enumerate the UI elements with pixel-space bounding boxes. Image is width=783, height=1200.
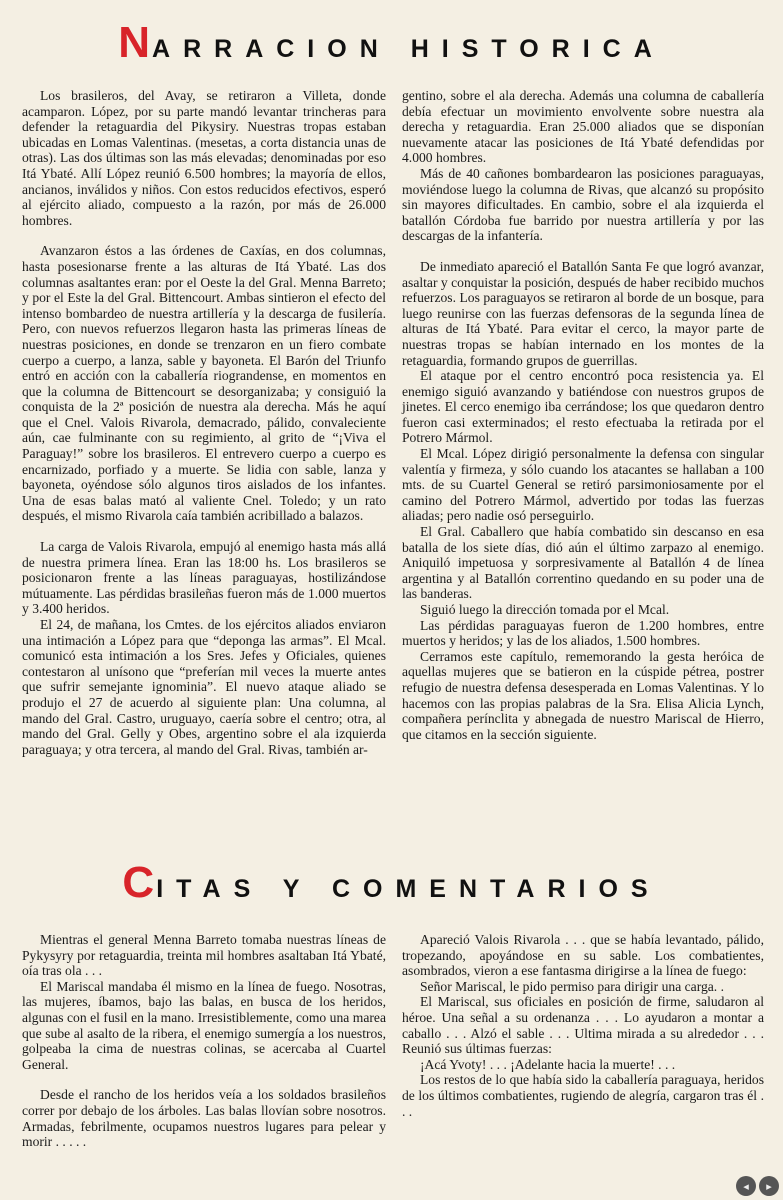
paragraph: Las pérdidas paraguayas fueron de 1.200 hombres, entre muertos y heridos; y las de los aliados, 1.500 hombres. — [402, 617, 764, 649]
prev-page-icon[interactable]: ◂ — [736, 1176, 756, 1196]
paragraph: Apareció Valois Rivarola . . . que se había levantado, pálido, tropezando, apoyándose en su sable. Los combatientes, asombrados, vieron a ese fantasma dirigirse a la línea de fuego: — [402, 932, 764, 979]
title-initial: N — [118, 18, 153, 67]
paragraph: La carga de Valois Rivarola, empujó al enemigo hasta más allá de nuestra primera línea. Eran las 18:00 hs. Los brasileros se posicionaron frente a las líneas paraguayas, hostilizándose mútuamente. Las pérdidas brasileñas fueron más de 1.000 muertos y 3.400 heridos. — [22, 539, 386, 617]
paragraph: El 24, de mañana, los Cmtes. de los ejércitos aliados enviaron una intimación a López para que “deponga las armas”. El Mcal. comunicó esta intimación a los Sres. Jefes y Oficiales, quienes contestaron al unísono que “preferían mil veces la muerte antes que sufrir semejante ignominia”. El nuevo ataque aliado se produjo el 27 de acuerdo al siguiente plan: Una columna, al mando del Gral. Castro, uruguayo, caería sobre el centro; otra, al mando del Gral. Gelly y Obes, argentino sobre el ala izquierda paraguaya; y otra tercera, al mando del Gral. Rivas, también ar- — [22, 617, 386, 757]
section-title-narracion — [0, 18, 783, 68]
narracion-left-column — [22, 88, 386, 757]
section-title-citas — [0, 858, 783, 908]
paragraph: Mientras el general Menna Barreto tomaba nuestras líneas de Pykysyry por retaguardia, treinta mil hombres asaltaban Itá Ybaté, oía tras ola . . . — [22, 932, 386, 979]
title-initial: C — [122, 858, 157, 907]
paragraph: gentino, sobre el ala derecha. Además una columna de caballería debía efectuar un movimiento envolvente sobre nuestra ala derecha y retaguardia. Eran 25.000 aliados que se disponían nuevamente atacar las posiciones de Itá Ybaté defendidas por 4.000 hombres. — [402, 88, 764, 166]
paragraph: Desde el rancho de los heridos veía a los soldados brasileños correr por debajo de los árboles. Las balas llovían sobre nosotros. Armadas, febrilmente, ocupamos nuestros lugares para pelear y morir . . . . . — [22, 1087, 386, 1150]
paragraph: De inmediato apareció el Batallón Santa Fe que logró avanzar, asaltar y conquistar la posición, después de haber recibido muchos refuerzos. Los paraguayos se retiraron al borde de un bosque, para luego reunirse con las fuerzas defensoras de la segunda línea de alturas de Itá Ybaté. Para evitar el cerco, la mayor parte de nuestras tropas se habían internado en los montes de la retaguardia, formando grupos de guerrillas. — [402, 258, 764, 368]
narracion-right-column — [402, 88, 764, 742]
next-page-icon[interactable]: ▸ — [759, 1176, 779, 1196]
page-nav — [736, 1176, 779, 1196]
paragraph: Señor Mariscal, le pido permiso para dirigir una carga. . — [420, 978, 725, 994]
paragraph: El Gral. Caballero que había combatido sin descanso en esa batalla de los siete días, dió aún el último zarpazo al enemigo. Aniquiló impetuosa y sorpresivamente al Batallón 4 de línea argentina y al Batallón correntino quedando en su poder una de las banderas. — [402, 524, 764, 602]
paragraph: Siguió luego la dirección tomada por el Mcal. — [420, 602, 670, 617]
citas-right-column — [402, 932, 764, 1119]
paragraph: ¡Acá Yvoty! . . . ¡Adelante hacia la muerte! . . . — [420, 1056, 676, 1072]
title-rest: ITAS Y COMENTARIOS — [156, 875, 661, 903]
paragraph: Más de 40 cañones bombardearon las posiciones paraguayas, moviéndose luego la columna de Rivas, que alcanzó su propósito sin mayores dificultades. En cambio, sobre el ala izquierda el batallón Córdoba fue barrido por nuestra artillería y por las descargas de la infantería. — [402, 165, 764, 244]
paragraph: Los brasileros, del Avay, se retiraron a Villeta, donde acamparon. López, por su parte mandó levantar trincheras para defender la retaguardia del Pikysiry. Nuestras tropas estaban ubicadas en Lomas Valentinas. (mesetas, a corta distancia unas de otras). Las dos últimas son las más elevadas; denominadas por eso Itá Ybaté. Allí López reunió 6.500 hombres; la mayoría de ellos, ancianos, inválidos y niños. Con estos reducidos efectivos, esperó al ejército aliado, compuesto a la razón, por más de 26.000 hombres. — [22, 88, 386, 228]
paragraph: Cerramos este capítulo, rememorando la gesta heróica de aquellas mujeres que se batieron en la cúspide pétrea, postrer refugio de nuestra defensa desesperada en Lomas Valentinas. Y lo hacemos con las propias palabras de la Sra. Elisa Alicia Lynch, compañera perínclita y abnegada de nuestro Mariscal de Hierro, que citamos en la sección siguiente. — [402, 648, 764, 742]
paragraph: Avanzaron éstos a las órdenes de Caxías, en dos columnas, hasta posesionarse frente a las alturas de Itá Ybaté. Las dos columnas asaltantes eran: por el Oeste la del Gral. Menna Barreto; y por el Este la del Gral. Bittencourt. Ambas sintieron el efecto del intenso bombardeo de nuestra artillería y la descarga de fusilería. Pero, con nuevos refuerzos llegaron hasta las primeras líneas de nuestras posiciones, en donde se trenzaron en un fiero combate cuerpo a cuerpo, a lanza, sable y bayoneta. El Barón del Triunfo entró en acción con la caballería riograndense, en momentos en que la columna de Bittencourt se desorganizaba; y consiguió la conquista de la 2ª posición de nuestra ala derecha. Más he aquí que el Cnel. Valois Rivarola, demacrado, pálido, convaleciente aún, cae fulminante con su regimiento, al grito de “¡Viva el Paraguay!” sobre los brasileros. El entrevero cuerpo a cuerpo es encarnizado, porfiado y a muerte. Se lidia con sable, lanza y bayoneta, oyéndose sólo algunos tiros aislados de los infantes. Una de esas balas mató al valiente Cnel. Toledo; y un rato después, el mismo Rivarola caía también acribillado a balazos. — [22, 243, 386, 524]
title-rest: ARRACION HISTORICA — [152, 35, 665, 63]
paragraph: El ataque por el centro encontró poca resistencia ya. El enemigo siguió avanzando y batiéndose con nuestros grupos de jinetes. El cerco enemigo iba cerrándose; los que quedaron dentro fueron casi exterminados; el resto efectuaba la retirada por el Potrero Mármol. — [402, 368, 764, 446]
paragraph: El Mariscal, sus oficiales en posición de firme, saludaron al héroe. Una señal a su ordenanza . . . Lo ayudaron a montar a caballo . . . Alzó el sable . . . Ultima mirada a su alrededor . . . Reunió sus últimas fuerzas: — [402, 994, 764, 1057]
paragraph: El Mcal. López dirigió personalmente la defensa con singular valentía y firmeza, y sólo cuando los atacantes se hallaban a 100 mts. de su Cuartel General se retiró parsimoniosamente por el camino del Potrero Mármol, advertido por todas las fuerzas aliadas; pero nadie osó perseguirlo. — [402, 446, 764, 524]
paragraph: Los restos de lo que había sido la caballería paraguaya, heridos de los últimos combatientes, rugiendo de alegría, cargaron tras él . . . — [402, 1072, 764, 1119]
citas-left-column — [22, 932, 386, 1150]
paragraph: El Mariscal mandaba él mismo en la línea de fuego. Nosotras, las mujeres, íbamos, bajo las balas, en busca de los heridos, algunas con el fusil en la mano. Irresistiblemente, como una marea que sube al asalto de la ribera, el enemigo sumergía a los nuestros, golpeaba la cima de nuestras colinas, se acercaba al Cuartel General. — [22, 978, 386, 1072]
